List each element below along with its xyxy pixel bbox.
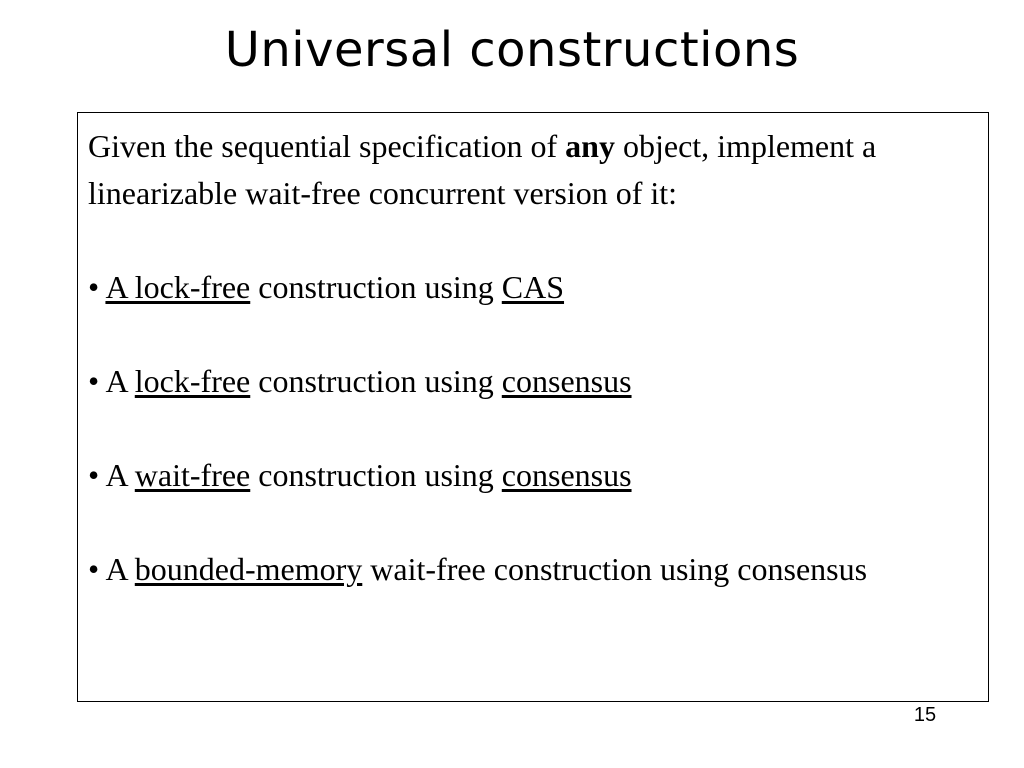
bullet-text: construction using — [250, 269, 502, 305]
bullet-item-2 — [88, 358, 978, 405]
bullet-underlined-term: consensus — [501, 457, 632, 493]
bullet-marker: • — [88, 269, 100, 305]
bullet-text: A — [105, 551, 135, 587]
bullet-text: construction using — [250, 363, 502, 399]
intro-emphasis: any — [565, 128, 615, 164]
intro-paragraph — [88, 123, 978, 217]
bullet-text: wait-free construction using consensus — [362, 551, 868, 587]
bullet-underlined-term: bounded-memory — [134, 551, 363, 587]
bullet-item-4 — [88, 546, 978, 593]
bullet-underlined-term: CAS — [501, 269, 565, 305]
bullet-text: A — [105, 363, 135, 399]
bullet-underlined-term: wait-free — [134, 457, 251, 493]
bullet-text: construction using — [250, 457, 502, 493]
bullet-item-3 — [88, 452, 978, 499]
intro-text-after: object, implement a linearizable wait-free concurrent version of it: — [88, 128, 877, 211]
bullet-underlined-term: A lock-free — [105, 269, 251, 305]
bullet-marker: • — [88, 551, 100, 587]
bullet-underlined-term: consensus — [501, 363, 632, 399]
slide-title: Universal constructions — [224, 22, 800, 78]
bullet-marker: • — [88, 457, 100, 493]
bullet-marker: • — [88, 363, 100, 399]
content-box — [77, 112, 989, 702]
bullet-list — [88, 264, 978, 593]
bullet-item-1 — [88, 264, 978, 311]
page-number: 15 — [913, 704, 937, 726]
bullet-text: A — [105, 457, 135, 493]
bullet-underlined-term: lock-free — [134, 363, 251, 399]
intro-text-before: Given the sequential specification of — [88, 128, 566, 164]
